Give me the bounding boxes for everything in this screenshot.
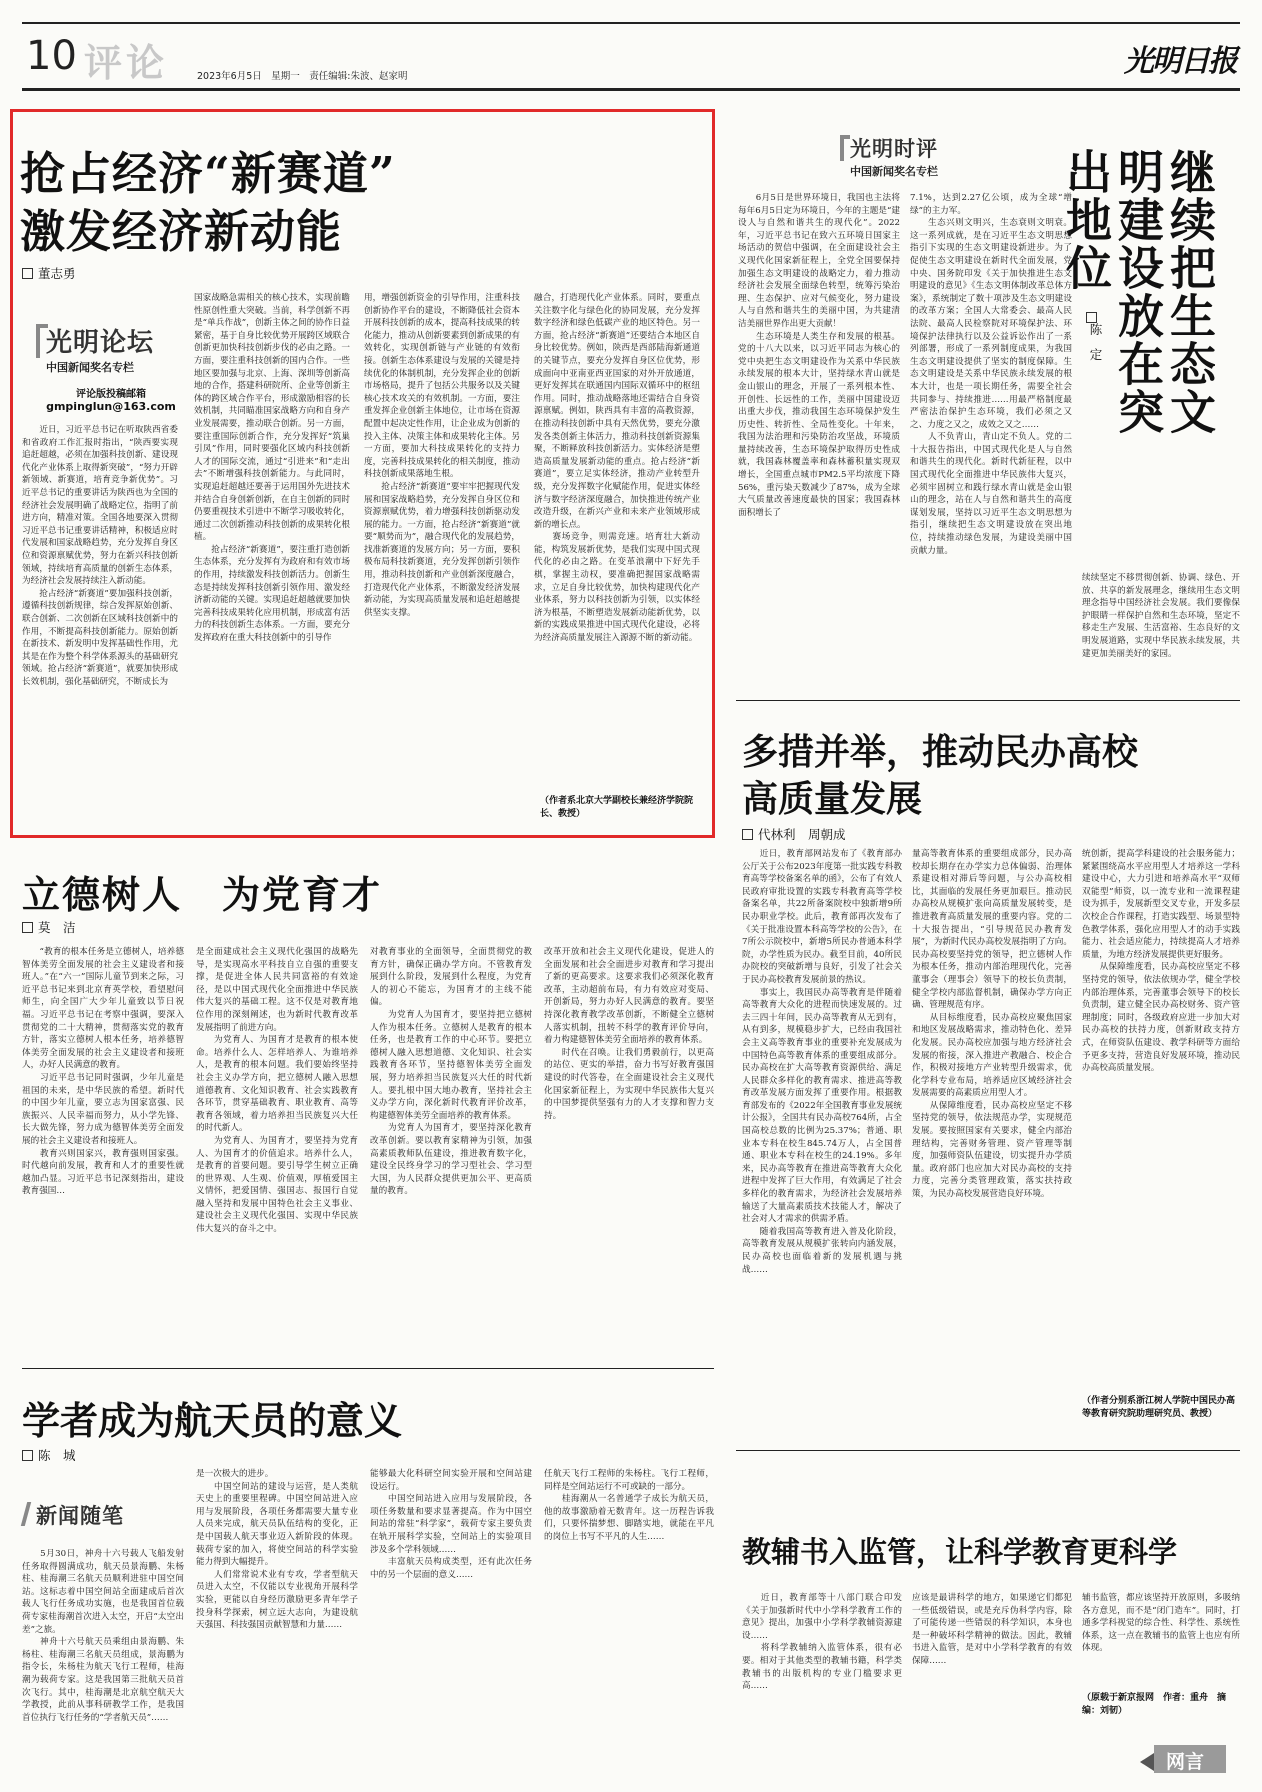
moral-education-author-name: 莫 洁 [38, 920, 76, 935]
lead-col-3: 用，增强创新资金的引导作用，注重科技创新协作平台的建设，不断降低社会资本开展科技创新的成本，提高科技成果的转化能力，推动从创新要素到创新成果的有效转化，实现创新链与产业链的有效衔接。创新生态体系建设与发展的关键是持续优化的体制机制，充分发挥企业的创新市场格局，提升了包括公共服务以及关键核心技术攻关的有效机制。一方面，要注重发挥企业创新主体地位，让市场在资源配置中起决定性作用，让企业成为创新的投入主体、决策主体和成果转化主体。另一方面，要加大科技成果转化的支持力度，完善科技成果转化的相关制度，推动科技创新成果落地生根。 抢占经济“新赛道”要牢牢把握现代发展和国家战略趋势，充分发挥自身区位和资源禀赋优势，着力增强科技创新驱动发展的能力。一方面，抢占经济“新赛道”就要“顺势而为”，融合现代化的发展趋势，找准新赛道的发展方向；另一方面，要积极布局科技新赛道，充分发挥创新引领作用，推动科技创新和产业创新深度融合，打造现代化产业体系，不断激发经济发展新动能，为实现高质量发展和追赶超越提供坚实支撑。 [364, 293, 520, 618]
bracket-icon [36, 324, 48, 358]
lead-column-badge [46, 322, 176, 413]
private-colleges-col-2: 量高等教育体系的重要组成部分，民办高校却长期存在办学实力总体偏弱、治理体系建设相对滞后等问题，与公办高校相比，其面临的发展任务更加艰巨。推动民办高校从规模扩张向高质量发展转变，是推进教育高质量发展的重要内容。党的二十大报告提出，“引导规范民办教育发展”，为新时代民办高校发展指明了方向。民办高校要坚持党的领导，把立德树人作为根本任务，推动内部治理现代化，完善董事会（理事会）领导下的校长负责制，健全学校内部监督机制，确保办学方向正确、管理规范有序。 从目标维度看，民办高校应聚焦国家和地区发展战略需求，推动特色化、差异化发展。民办高校应加强与地方经济社会发展的衔接，深入推进产教融合、校企合作，积极对接地方产业转型升级需求，优化学科专业布局，培养适应区域经济社会发展需要的高素质应用型人才。 从保障维度看，民办高校应坚定不移坚持党的领导，依法规范办学，实现规范发展。要按照国家有关要求，健全内部治理结构，完善财务管理、资产管理等制度，加强师资队伍建设，切实提升办学质量。政府部门也应加大对民办高校的支持力度，完善分类管理政策，落实扶持政策，为民办高校发展营造良好环境。 [912, 849, 1072, 1200]
astronaut-col-3: 能够最大化科研空间实验开展和空间站建设运行。 中国空间站进入应用与发展阶段，各项任务数量和要求显著提高。作为中国空间站的常驻“科学家”，载荷专家主要负责在轨开展科学实验，空间站上的实验项目涉及多个学科领域…… 丰富航天员构成类型，还有此次任务中的另一个层面的意义…… [370, 1469, 532, 1580]
author-box-icon [742, 829, 753, 840]
email-address: gmpinglun@163.com [46, 400, 176, 413]
lead-col-4: 融合，打造现代化产业体系。同时，要重点关注数字化与绿色化的协同发展，充分发挥数字经济和绿色低碳产业的地区特色。另一方面，抢占经济“新赛道”还要结合本地区自身比较优势。例如，陕西是西部陆海新通道的关键节点，要充分发挥自身区位优势，形成面向中亚南亚西亚国家的对外开放通道，更好发挥其在联通国内国际双循环中的枢纽作用。同时，推动战略落地还需结合自身资源禀赋。例如，陕西具有丰富的高教资源，在推动科技创新中具有天然优势，要充分激发各类创新主体活力，推动科技创新资源集聚，不断释放科技创新活力。实体经济是塑造高质量发展新动能的重点。抢占经济“新赛道”，要立足实体经济，推动产业转型升级，充分发挥数字化赋能作用，促进实体经济与数字经济深度融合，加快推进传统产业改造升级，在新兴产业和未来产业领域形成新的增长点。 赛场竞争，则需竞速。培育壮大新动能，构筑发展新优势，是我们实现中国式现代化的必由之路。在变革浪潮中下好先手棋，掌握主动权，要准确把握国家战略需求，立足自身比较优势，加快构建现代化产业体系，努力以科技创新为引领，以实体经济为根基，不断塑造发展新动能新优势，以新的实践成果推进中国式现代化建设，必将为经济高质量发展注入源源不断的新动能。 [534, 293, 700, 644]
moral-education-col-1: “教育的根本任务是立德树人，培养德智体美劳全面发展的社会主义建设者和接班人。”在“六一”国际儿童节到来之际，习近平总书记来到北京育英学校，看望慰问师生，向全国广大少年儿童致以节日祝福。习近平总书记在考察中强调，要深入贯彻党的二十大精神，贯彻落实党的教育方针，落实立德树人根本任务，培养德智体美劳全面发展的社会主义建设者和接班人，办好人民满意的教育。 习近平总书记同时强调，少年儿童是祖国的未来，是中华民族的希望。新时代的中国少年儿童，要立志为国家富强、民族振兴、人民幸福而努力，从小学先锋、长大做先锋，努力成为德智体美劳全面发展的社会主义建设者和接班人。 教育兴则国家兴，教育强则国家强。时代越向前发展，教育和人才的重要性就越加凸显。习近平总书记深刻指出，建设教育强国… [22, 947, 184, 1197]
private-colleges-authors-names: 代林利 周朝成 [758, 827, 846, 842]
textbook-col-3: 辅书监管，都应该坚持开放原则，多吸纳各方意见，而不是“闭门造车”。同时，打通多学科视觉的综合性、科学性、系统性体系，这一点在教辅书的监管上也应有所体现。 [1082, 1593, 1240, 1654]
astronaut-col-4: 任航天飞行工程师的朱杨柱。飞行工程师，同样是空间站运行不可或缺的一部分。 桂海潮从一名普通学子成长为航天员，他的故事激励着无数青年。这一历程告诉我们，只要怀揣梦想、脚踏实地，就能在平凡的岗位上书写不平凡的人生…… [544, 1469, 714, 1542]
lead-column-sub: 中国新闻奖名专栏 [46, 361, 134, 374]
page-number: 10 [26, 33, 77, 79]
editorial-column-badge [850, 133, 970, 179]
astronaut-author [22, 1446, 76, 1464]
moral-education-col-2: 是全面建成社会主义现代化强国的战略先导，是实现高水平科技自立自强的重要支撑，是促进全体人民共同富裕的有效途径，是以中国式现代化全面推进中华民族伟大复兴的基础工程。这不仅是对教育地位作用的深刻阐述，也为新时代教育改革发展指明了前进方向。 为党育人、为国育才是教育的根本使命。培养什么人、怎样培养人、为谁培养人，是教育的根本问题。我们要始终坚持社会主义办学方向，把立德树人融入思想道德教育、文化知识教育、社会实践教育各环节，贯穿基础教育、职业教育、高等教育各领域，着力培养担当民族复兴大任的时代新人。 为党育人、为国育才，要坚持为党育人、为国育才的价值追求。培养什么人，是教育的首要问题。要引导学生树立正确的世界观、人生观、价值观，厚植爱国主义情怀，把爱国情、强国志、报国行自觉融入坚持和发展中国特色社会主义事业、建设社会主义现代化强国、实现中华民族伟大复兴的奋斗之中。 [196, 947, 358, 1235]
author-box-icon [22, 268, 33, 279]
lead-author-note: （作者系北京大学副校长兼经济学院院长、教授） [540, 796, 694, 819]
web-comment-label: 网言 [1166, 1751, 1205, 1773]
private-colleges-col-3: 统创新，提高学科建设的社会服务能力；紧紧围绕高水平应用型人才培养这一学科建设中心，大力引进和培养高水平“双师双能型”师资，以一流专业和一流课程建设为抓手，发展新型交叉专业，开发多层次校企合作课程，打造实践型、场景型特色教学体系，强化应用型人才的动手实践能力、社会适应能力，持续提高人才培养质量，为地方经济发展提供更好服务。 从保障维度看，民办高校应坚定不移坚持党的领导，依法依规办学，健全学校内部治理体系，完善董事会领导下的校长负责制，建立健全民办高校财务、资产管理制度；同时，各级政府应进一步加大对民办高校的扶持力度，创新财政支持方式，在师资队伍建设、教学科研等方面给予更多支持，营造良好发展环境，推动民办高校高质量发展。 [1082, 849, 1240, 1074]
web-comment-badge [1140, 1745, 1232, 1777]
section-name: 评论 [84, 40, 169, 85]
moral-education-col-4: 改革开放和社会主义现代化建设，促进人的全面发展和社会全面进步对教育和学习提出了新的更高要求。这要求我们必须深化教育改革，主动超前布局，有力有效应对变局、开创新局，努力办好人民满意的教育。要坚持深化教育教学改革创新，不断健全立德树人落实机制，扭转不科学的教育评价导向，着力构建德智体美劳全面培养的教育体系。 时代在召唤。让我们勇毅前行，以更高的站位、更实的举措，奋力书写好教育强国建设的时代答卷，在全面建设社会主义现代化国家新征程上，为实现中华民族伟大复兴的中国梦提供坚强有力的人才支撑和智力支持。 [544, 947, 714, 1121]
section-rule-left [22, 1368, 714, 1369]
author-box-icon [22, 922, 33, 933]
bracket-icon [840, 135, 850, 161]
news-essay-name: 新闻随笔 [36, 1504, 124, 1528]
private-colleges-title-line1: 多措并举，推动民办高校 [742, 731, 1139, 773]
astronaut-author-name: 陈 城 [38, 1448, 76, 1463]
private-colleges-author-note: （作者分别系浙江树人学院中国民办高等教育研究院助理研究员、教授） [1082, 1396, 1236, 1419]
lead-author-name: 董志勇 [38, 266, 76, 281]
astronaut-col-2: 是一次极大的进步。 中国空间站的建设与运营，是人类航天史上的重要里程碑。中国空间站进入应用与发展阶段，各项任务都需要大量专业人员来完成，航天员队伍结构的变化，正是中国载人航天事业迈入新阶段的体现。载荷专家的加入，将使空间站的科学实验能力得到大幅提升。 人们常常说术业有专攻，学者型航天员进入太空，不仅能以专业视角开展科学实验，更能以自身经历激励更多青年学子投身科学探索，树立远大志向，为建设航天强国、科技强国贡献智慧和力量…… [196, 1469, 358, 1631]
email-label: 评论版投稿邮箱 [76, 389, 146, 400]
editorial-title: 继续把生态文明建设放在突出地位 [1059, 148, 1217, 436]
editorial-author-name: 陈 定 [1088, 323, 1103, 361]
moral-education-title: 立德树人 为党育才 [22, 872, 383, 917]
section-rule-right-1 [736, 700, 1240, 701]
moral-education-col-3: 对教育事业的全面领导，全面贯彻党的教育方针，确保正确办学方向。不管教育发展到什么阶段，发展到什么程度，为党育人的初心不能忘，为国育才的主线不能偏。 为党育人为国育才，要坚持把立德树人作为根本任务。立德树人是教育的根本任务，也是教育工作的中心环节。要把立德树人融入思想道德、文化知识、社会实践教育各环节，坚持德智体美劳全面发展，努力培养担当民族复兴大任的时代新人。要扎根中国大地办教育，坚持社会主义办学方向，深化新时代教育评价改革，构建德智体美劳全面培养的教育体系。 为党育人为国育才，要坚持深化教育改革创新。要以教育家精神为引领，加强高素质教师队伍建设，推进教育数字化，建设全民终身学习的学习型社会、学习型大国，为人民群众提供更加公平、更高质量的教育。 [370, 947, 532, 1197]
textbook-col-1: 近日，教育部等十八部门联合印发《关于加强新时代中小学科学教育工作的意见》提出，加强中小学科学教辅资源建设…… 将科学教辅纳入监管体系，很有必要。相对于其他类型的教辅书籍，科学类教辅书的出版机构的专业门槛要求更高…… [742, 1593, 902, 1692]
arrow-icon [1140, 1753, 1154, 1771]
lead-author [22, 264, 76, 282]
lead-title-line2: 激发经济新动能 [20, 205, 343, 258]
textbook-col-2: 应该是最讲科学的地方，如果递它们都犯一些低级错误，或是充斥伪科学内容，除了可能传递一些错误的科学知识，本身也是一种破坏科学精神的做法。因此，教辅书进入监管，是对中小学科学教育的有效保障…… [912, 1593, 1072, 1666]
lead-column-name: 光明论坛 [46, 328, 155, 358]
private-colleges-col-1: 近日，教育部网站发布了《教育部办公厅关于公布2023年度第一批实践专科教育高等学校备案名单的函》，公布了有效人民政府审批设置的实践专科教育高等学校备案名单，共22所备案院校中独新增9所民办职业学校。此后，教育部再次发布了《关于批准设置本科高等学校的公告》，在7所公示院校中，新增5所民办普通本科学院，办学性质为民办。截至目前，40所民办院校的突破新增与良好，引发了社会关于民办高校教育发展前景的热议。 事实上，我国民办高等教育是伴随着高等教育大众化的进程而快速发展的。过去三四十年间，民办高等教育从无到有，从有到多，规模稳步扩大，已经由我国社会主义高等教育事业的重要补充发展成为中国特色高等教育体系的重要组成部分。民办高校在扩大高等教育资源供给、满足人民群众多样化的教育需求、推进高等教育改革发展方面发挥了重要作用。根据教育部发布的《2022年全国教育事业发展统计公报》，全国共有民办高校764所，占全国高校总数的比例为25.37%；普通、职业本专科在校生845.74万人，占全国普通、职业本专科在校生的24.19%。多年来，民办高等教育在推进高等教育大众化进程中发挥了巨大作用，有效满足了社会多样化的教育需求，为经济社会发展培养输送了大量高素质技术技能人才，解决了社会对人才需求的供需矛盾。 随着我国高等教育进入普及化阶段，高等教育发展从规模扩张转向内涵发展，民办高校也面临着新的发展机遇与挑战…… [742, 849, 902, 1275]
author-box-icon [22, 1450, 33, 1461]
textbook-source-note: （原载于新京报网 作者：重舟 摘编：刘韧） [1082, 1693, 1227, 1716]
moral-education-author [22, 918, 76, 936]
editorial-col-1: 6月5日是世界环境日，我国也主法将每年6月5日定为环境日，今年的主题是“建设人与自然和谐共生的现代化”。2022年，习近平总书记在致六五环境日国家主场活动的贺信中强调，在全面建设社会主义现代化国家新征程上，全党全国要保持加强生态文明建设的战略定力，着力推动经济社会发展全面绿色转型，统筹污染治理、生态保护、应对气候变化，努力建设人与自然和谐共生的美丽中国，为共建清洁美丽世界作出更大贡献！ 生态环境是人类生存和发展的根基。党的十八大以来，以习近平同志为核心的党中央把生态文明建设作为关系中华民族永续发展的根本大计，坚持绿水青山就是金山银山的理念，开展了一系列根本性、开创性、长远性的工作，美丽中国建设迈出重大步伐，推动我国生态环境保护发生历史性、转折性、全局性变化。十年来，我国为法治理和污染防治攻坚战，环境质量持续改善，生态环境保护取得历史性成就，我国森林覆盖率和森林蓄积量实现双增长，全国重点城市PM2.5平均浓度下降56%，重污染天数减少了87%，成为全球大气质量改善速度最快的国家；我国森林面积增长了 [738, 193, 900, 518]
private-colleges-authors [742, 825, 846, 843]
date-line: 2023年6月5日 星期一 责任编辑:朱波、赵家明 [197, 71, 408, 82]
editorial-author [1088, 312, 1104, 361]
editorial-column-sub: 中国新闻奖名专栏 [850, 165, 938, 178]
astronaut-title: 学者成为航天员的意义 [22, 1398, 403, 1443]
textbook-title: 教辅书入监管，让科学教育更科学 [742, 1535, 1178, 1569]
news-essay-badge [28, 1500, 178, 1530]
section-rule-right-2 [736, 1450, 1240, 1451]
lead-title-line1: 抢占经济“新赛道” [20, 147, 396, 200]
header-rule [22, 88, 1240, 91]
top-double-rule [22, 22, 1240, 24]
editorial-col-3: 续续坚定不移贯彻创新、协调、绿色、开放、共享的新发展理念，继续用生态文明理念指导中国经济社会发展。我们要像保护眼睛一样保护自然和生态环境，坚定不移走生产发展、生活富裕、生态良好的文明发展道路，实现中华民族永续发展，共建更加美丽美好的家园。 [1082, 573, 1240, 659]
private-colleges-title-line2: 高质量发展 [742, 778, 923, 820]
masthead-logo: 光明日报 [1124, 44, 1236, 79]
lead-col-1: 近日，习近平总书记在听取陕西省委和省政府工作汇报时指出，“陕西要实现追赶超越，必须在加强科技创新、建设现代化产业体系上取得新突破”，“努力开辟新领域、新赛道，培育竞争新优势”。习近平总书记的重要讲话为陕西也为全国的经济社会发展明确了战略定位，指明了前进方向，精准对策。全国各地要深入贯彻习近平总书记重要讲话精神，积极适应时代发展和国家战略趋势，充分发挥自身区位和资源禀赋优势，努力在新兴科技创新领域，持续培育高质量的创新生态体系，为经济社会发展持续注入新动能。 抢占经济“新赛道”要加强科技创新，遵循科技创新规律，综合发挥原始创新、联合创新、二次创新在区域科技创新中的作用，不断提高科技创新能力。原始创新在新技术、新发明中发挥基础性作用，尤其是在作为整个科学体系源头的基础研究领域。抢占经济“新赛道”，就要加快形成长效机制，强化基础研究，不断成长为 [22, 425, 178, 687]
editorial-column-name: 光明时评 [850, 137, 938, 161]
astronaut-col-1: 5月30日，神舟十六号载人飞船发射任务取得圆满成功，航天员景海鹏、朱杨柱、桂海潮三名航天员顺利进驻中国空间站。这标志着中国空间站全面建成后首次载人飞行任务成功实施，也是我国首位载荷专家桂海潮首次进入太空，开启“太空出差”之旅。 神舟十六号航天员乘组由景海鹏、朱杨柱、桂海潮三名航天员组成，景海鹏为指令长，朱杨柱为航天飞行工程师，桂海潮为载荷专家。这是我国第三批航天员首次飞行。其中，桂海潮是北京航空航天大学教授，此前从事科研教学工作，是我国首位执行飞行任务的“学者航天员”…… [22, 1549, 184, 1723]
editorial-col-2: 7.1%，达到2.27亿公顷，成为全球“增绿”的主力军。 生态兴则文明兴，生态衰则文明衰。这一系列成就，是在习近平生态文明思想指引下实现的生态文明建设新进步。为了促使生态文明建设在新时代全面发展，党中央、国务院印发《关于加快推进生态文明建设的意见》《生态文明体制改革总体方案》，系统制定了数十项涉及生态文明建设的改革方案；全国人大常委会、最高人民法院、最高人民检察院对环境保护法、环境保护法律执行以及公益诉讼作出了一系列部署，形成了一系列制度成果，为我国生态文明建设提供了坚实的制度保障。生态文明建设是关系中华民族永续发展的根本大计，也是一项长期任务，需要全社会共同参与、持续推进……用最严格制度最严密法治保护生态环境，我们必须之又之、力度之又之，成效之又之…… 人不负青山，青山定不负人。党的二十大报告指出，中国式现代化是人与自然和谐共生的现代化。新时代新征程，以中国式现代化全面推进中华民族伟大复兴，必须牢固树立和践行绿水青山就是金山银山的理念，站在人与自然和谐共生的高度谋划发展，坚持以习近平生态文明思想为指引，继续把生态文明建设放在突出地位，持续推动绿色发展，为建设美丽中国贡献力量。 [910, 193, 1072, 556]
author-box-icon [1086, 312, 1097, 323]
lead-col-2: 国家战略急需相关的核心技术，实现前瞻性原创性重大突破。当前，科学创新不再是“单兵作战”，创新主体之间的协作日益紧密，基于自身比较优势开展跨区域联合创新更加快科技创新步伐的必由之路。一方面，要注重科技创新的国内合作。一些地区要加强与北京、上海、深圳等创新高地的合作，搭建科研院所、企业等创新主体的跨区域合作平台，形成激励相容的长效机制，共同瞄准国家战略方向和自身产业发展需要，推动联合创新。另一方面，要注重国际创新合作，充分发挥好“筑巢引凤”作用，同时要强化区域内科技创新人才的国际交流，通过“引进来”和“走出去”不断增强科技创新能力。与此同时，实现追赶超越还要善于运用国外先进技术并结合自身创新创新，在自主创新的同时仍要重视技术引进中不断学习吸收转化，通过二次创新推动科技创新的成果转化根植。 抢占经济“新赛道”，要注重打造创新生态体系，充分发挥有为政府和有效市场的作用，持续激发科技创新活力。创新生态是持续发挥科技创新引领作用、激发经济新动能的关键。实现追赶超越就要加快完善科技成果转化应用机制，形成富有活力的科技创新生态体系。一方面，要充分发挥政府在重大科技创新中的引导作 [194, 293, 350, 644]
